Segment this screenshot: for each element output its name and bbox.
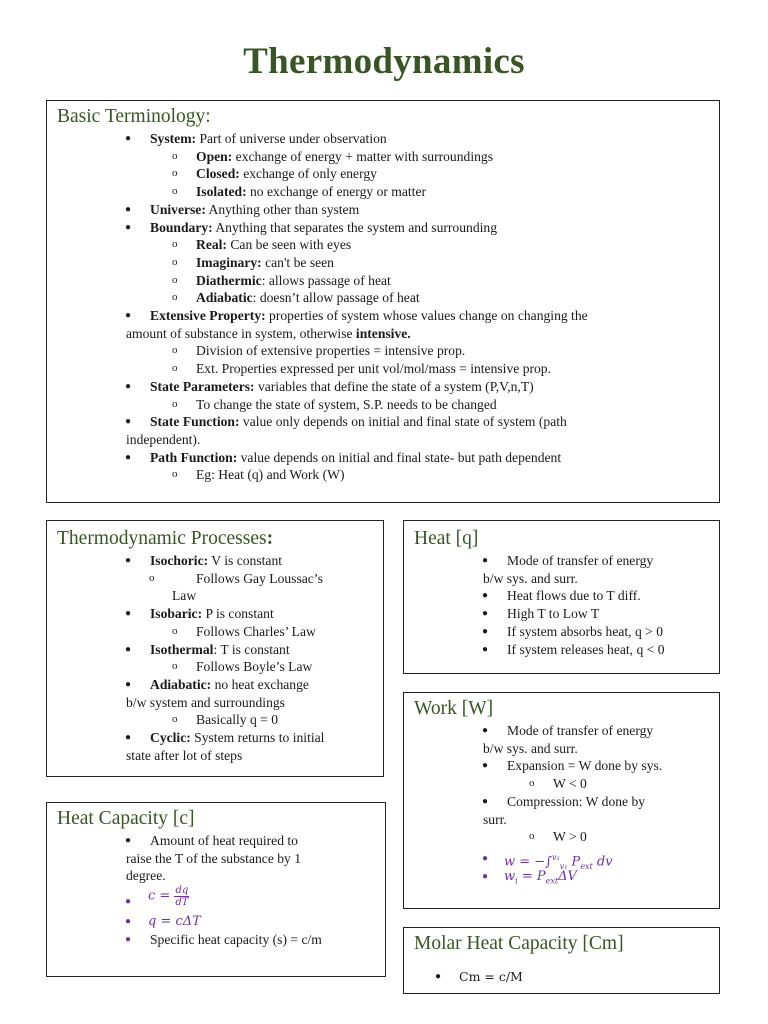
list-item: surr. — [483, 811, 507, 827]
list-item: ● High T to Low T — [482, 606, 600, 622]
list-item: o Follows Boyle’s Law — [172, 659, 313, 675]
list-item: b/w system and surroundings — [126, 694, 285, 710]
list-item: ● Cm = c/M — [435, 969, 523, 984]
list-item: ● Universe: Anything other than system — [125, 201, 360, 217]
list-item: ● If system releases heat, q < 0 — [482, 641, 665, 657]
heat-capacity-box — [46, 802, 386, 977]
list-item: ● Isothermal: T is constant — [125, 641, 290, 657]
list-item: o Real: Can be seen with eyes — [172, 237, 352, 253]
list-item: o Closed: exchange of only energy — [172, 166, 377, 182]
list-item: ● Extensive Property: properties of system whose values change on changing the — [125, 308, 588, 324]
list-item: ● Expansion = W done by sys. — [482, 758, 663, 774]
heat-capacity-heading: Heat Capacity [c] — [57, 808, 195, 829]
work-equation-irreversible: ● $w_i = P_{ext}\Delta V$ — [482, 868, 577, 886]
list-item: o Follows Gay Loussac’s — [149, 570, 323, 586]
list-item: ● Path Function: value depends on initial and final state- but path dependent — [125, 449, 562, 465]
list-item: ● Boundary: Anything that separates the system and surrounding — [125, 219, 497, 235]
capacity-equation-derivative: ● c = $\frac{dq}{dT}$ — [125, 885, 189, 909]
list-item: b/w sys. and surr. — [483, 740, 578, 756]
molar-capacity-box — [403, 927, 720, 994]
list-item: o W < 0 — [529, 776, 587, 792]
list-item: o Isolated: no exchange of energy or matter — [172, 184, 427, 200]
list-item: ● Cyclic: System returns to initial — [125, 730, 325, 746]
work-heading: Work [W] — [414, 698, 494, 719]
list-item: o Basically q = 0 — [172, 712, 279, 728]
list-item: ● Isobaric: P is constant — [125, 606, 274, 622]
list-item: ● Mode of transfer of energy — [482, 553, 654, 568]
list-item: ● Heat flows due to T diff. — [482, 588, 641, 604]
list-item: ● Mode of transfer of energy — [482, 723, 654, 738]
list-item: o Division of extensive properties = intensive prop. — [172, 343, 466, 359]
list-item: ● State Function: value only depends on initial and final state of system (path — [125, 414, 567, 430]
list-item: degree. — [126, 868, 166, 884]
heat-heading: Heat [q] — [414, 528, 479, 549]
molar-capacity-heading: Molar Heat Capacity [Cm] — [414, 933, 624, 954]
list-item: ● System: Part of universe under observation — [125, 131, 387, 146]
list-item: o Follows Charles’ Law — [172, 623, 316, 639]
list-item: ● Isochoric: V is constant — [125, 553, 283, 568]
heat-box — [403, 520, 720, 674]
list-item: Law — [172, 588, 197, 604]
list-item: ● Compression: W done by — [482, 793, 646, 809]
basic-terminology-heading: Basic Terminology: — [57, 106, 211, 127]
list-item: o Ext. Properties expressed per unit vol/mol/mass = intensive prop. — [172, 361, 552, 377]
list-item: ● Specific heat capacity (s) = c/m — [125, 931, 322, 947]
list-item: state after lot of steps — [126, 747, 243, 763]
list-item: amount of substance in system, otherwise intensive. — [126, 325, 411, 341]
list-item: raise the T of the substance by 1 — [126, 850, 302, 866]
list-item: o Imaginary: can't be seen — [172, 254, 334, 270]
list-item: o Eg: Heat (q) and Work (W) — [172, 467, 345, 483]
list-item: ● Amount of heat required to — [125, 833, 298, 848]
list-item: o Diathermic: allows passage of heat — [172, 272, 391, 288]
list-item: o Open: exchange of energy + matter with surroundings — [172, 148, 493, 164]
page-title: Thermodynamics — [243, 41, 525, 82]
processes-box — [46, 520, 384, 777]
list-item: ● State Parameters: variables that define the state of a system (P,V,n,T) — [125, 378, 534, 394]
list-item: ● Adiabatic: no heat exchange — [125, 676, 309, 692]
work-box — [403, 692, 720, 909]
list-item: o W > 0 — [529, 829, 587, 845]
list-item: b/w sys. and surr. — [483, 570, 578, 586]
capacity-equation-heat: ● q = cΔT — [125, 914, 201, 930]
work-equation-integral: ● w = −∫$^{v_2}_{v_1}$ $P_{ext}$ dv — [482, 852, 613, 871]
list-item: independent). — [126, 431, 201, 447]
list-item: o To change the state of system, S.P. needs to be changed — [172, 396, 497, 412]
processes-heading: Thermodynamic Processes: — [57, 528, 274, 549]
basic-terminology-box — [46, 100, 720, 503]
list-item: ● If system absorbs heat, q > 0 — [482, 623, 664, 639]
list-item: o Adiabatic: doesn’t allow passage of heat — [172, 290, 420, 306]
